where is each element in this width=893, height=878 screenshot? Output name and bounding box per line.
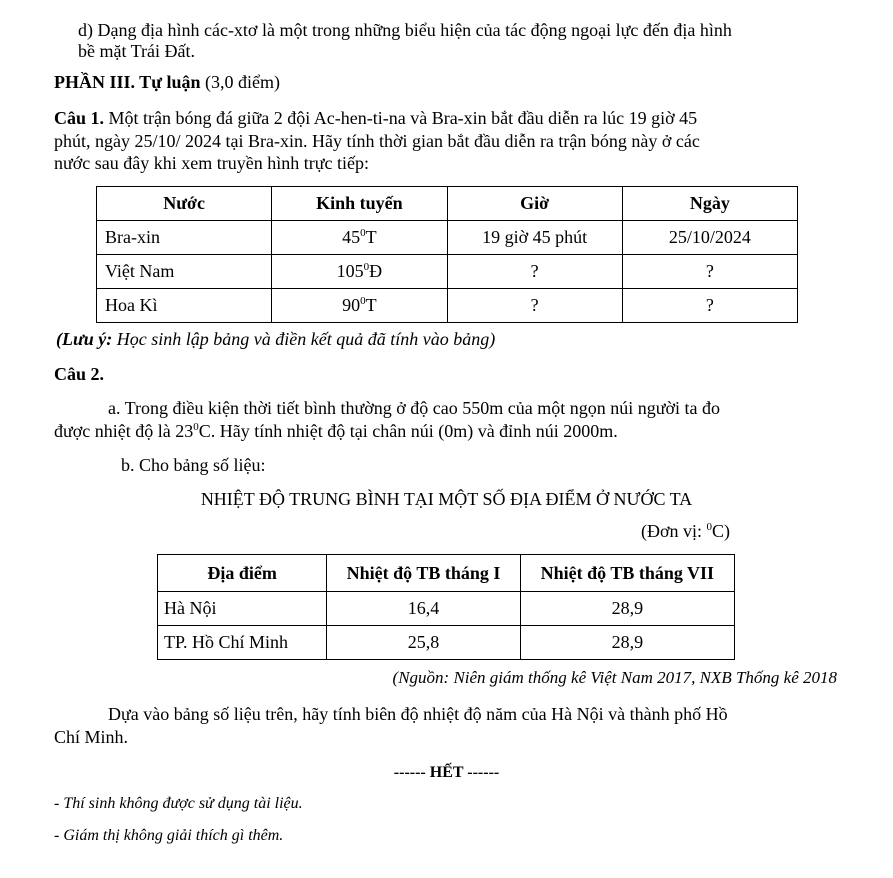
meridian-cell bbox=[272, 255, 447, 289]
q1-header-country: Nước bbox=[97, 187, 272, 221]
time-cell: 19 giờ 45 phút bbox=[447, 221, 622, 255]
degree-mark: 0 bbox=[360, 227, 366, 239]
q2-a-line2 bbox=[54, 421, 618, 442]
country-cell: Hoa Kì bbox=[97, 289, 272, 323]
location-cell: TP. Hồ Chí Minh bbox=[158, 626, 327, 660]
part3-heading bbox=[54, 72, 280, 93]
meridian-cell bbox=[272, 221, 447, 255]
meridian-direction: Đ bbox=[369, 261, 383, 281]
item-d-line1: d) Dạng địa hình các-xtơ là một trong những biểu hiện của tác động ngoại lực đến địa hình bbox=[78, 20, 732, 40]
date-cell: ? bbox=[622, 255, 797, 289]
jul-temp-cell: 28,9 bbox=[520, 592, 734, 626]
country-cell: Việt Nam bbox=[97, 255, 272, 289]
table-row bbox=[97, 289, 798, 323]
q1-line2: phút, ngày 25/10/ 2024 tại Bra-xin. Hãy tính thời gian bắt đầu diễn ra trận bóng này ở các bbox=[54, 131, 700, 151]
part3-points: (3,0 điểm) bbox=[200, 72, 280, 92]
q2-a-line1: a. Trong điều kiện thời tiết bình thường ở độ cao 550m của một ngọn núi người ta đo bbox=[108, 398, 721, 418]
q1-text1: Một trận bóng đá giữa 2 đội Ac-hen-ti-na và Bra-xin bắt đầu diễn ra lúc 19 giờ 45 bbox=[104, 108, 698, 128]
q2-table bbox=[157, 554, 735, 660]
degree-mark: 0 bbox=[706, 521, 713, 533]
q2-a-line2-pre: được nhiệt độ là 23 bbox=[54, 421, 194, 441]
country-cell: Bra-xin bbox=[97, 221, 272, 255]
q1-note-label: (Lưu ý: bbox=[56, 329, 113, 349]
table-row bbox=[97, 255, 798, 289]
meridian-number: 105 bbox=[336, 261, 364, 281]
date-cell: ? bbox=[622, 289, 797, 323]
meridian-direction: T bbox=[365, 227, 377, 247]
q2-unit-post: C) bbox=[712, 521, 731, 541]
table-row bbox=[158, 592, 735, 626]
degree-mark: 0 bbox=[193, 421, 199, 433]
q1-line1 bbox=[54, 108, 697, 129]
q2-header-jul: Nhiệt độ TB tháng VII bbox=[520, 555, 734, 592]
degree-mark: 0 bbox=[363, 261, 370, 273]
footer-note-1: - Thí sinh không được sử dụng tài liệu. bbox=[54, 795, 303, 812]
q2-header-jan: Nhiệt độ TB tháng I bbox=[327, 555, 520, 592]
q2-source: (Nguồn: Niên giám thống kê Việt Nam 2017, NXB Thống kê 2018 bbox=[392, 668, 837, 687]
q1-header-time: Giờ bbox=[447, 187, 622, 221]
jan-temp-cell: 16,4 bbox=[327, 592, 520, 626]
degree-mark: 0 bbox=[360, 295, 366, 307]
jan-temp-cell: 25,8 bbox=[327, 626, 520, 660]
footer-note-2: - Giám thị không giải thích gì thêm. bbox=[54, 827, 284, 844]
meridian-direction: T bbox=[365, 295, 377, 315]
table-row bbox=[97, 221, 798, 255]
q2-task-line1: Dựa vào bảng số liệu trên, hãy tính biên độ nhiệt độ năm của Hà Nội và thành phố Hồ bbox=[108, 704, 728, 724]
q2-table-title: NHIỆT ĐỘ TRUNG BÌNH TẠI MỘT SỐ ĐỊA ĐIỂM Ở NƯỚC TA bbox=[200, 489, 693, 509]
part3-title: PHẦN III. Tự luận bbox=[54, 72, 201, 92]
time-cell: ? bbox=[447, 289, 622, 323]
meridian-number: 45 bbox=[342, 227, 361, 247]
end-mark: ------ HẾT ------ bbox=[393, 764, 500, 781]
location-cell: Hà Nội bbox=[158, 592, 327, 626]
q2-b-line: b. Cho bảng số liệu: bbox=[121, 455, 266, 475]
meridian-number: 90 bbox=[342, 295, 361, 315]
q1-table bbox=[96, 186, 798, 323]
q1-label: Câu 1. bbox=[54, 108, 105, 128]
q1-line3: nước sau đây khi xem truyền hình trực tiếp: bbox=[54, 153, 369, 173]
q1-header-date: Ngày bbox=[622, 187, 797, 221]
q2-task-line2: Chí Minh. bbox=[54, 727, 129, 747]
jul-temp-cell: 28,9 bbox=[520, 626, 734, 660]
q2-unit-pre: (Đơn vị: bbox=[641, 521, 707, 541]
meridian-cell bbox=[272, 289, 447, 323]
q2-unit bbox=[641, 521, 730, 542]
table-row bbox=[158, 626, 735, 660]
time-cell: ? bbox=[447, 255, 622, 289]
q1-note-text: Học sinh lập bảng và điền kết quả đã tính vào bảng) bbox=[112, 329, 496, 349]
q1-header-meridian: Kinh tuyến bbox=[272, 187, 447, 221]
q2-label: Câu 2. bbox=[54, 364, 105, 384]
q1-table-header-row bbox=[97, 187, 798, 221]
q2-a-line2-post: C. Hãy tính nhiệt độ tại chân núi (0m) và đỉnh núi 2000m. bbox=[198, 421, 618, 441]
q1-note bbox=[56, 329, 495, 350]
q2-table-header-row bbox=[158, 555, 735, 592]
q2-header-location: Địa điểm bbox=[158, 555, 327, 592]
item-d-line2: bề mặt Trái Đất. bbox=[78, 41, 195, 61]
date-cell: 25/10/2024 bbox=[622, 221, 797, 255]
